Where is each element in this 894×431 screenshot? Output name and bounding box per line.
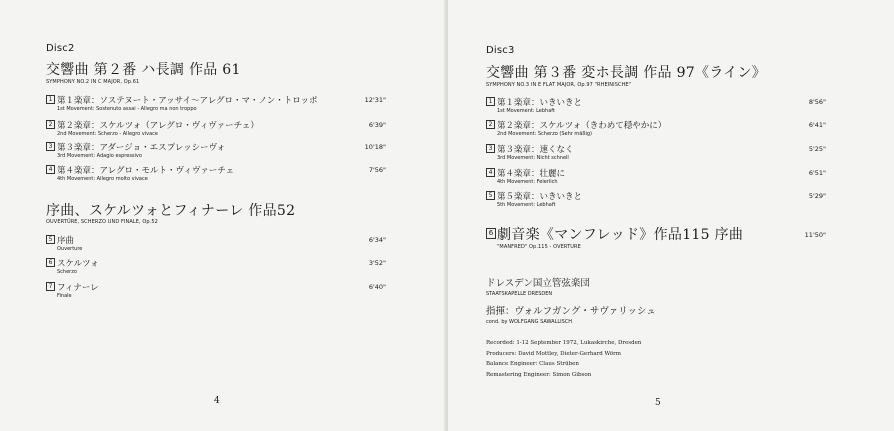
- track-title-en: 2nd Movement: Scherzo (Sehr mäßig): [497, 131, 592, 137]
- credit-line: Producers: David Mottley, Dieter-Gerhard Wörm: [486, 350, 621, 357]
- track-title-en: 1st Movement: Lebhaft: [497, 108, 555, 114]
- track-title-jp: 第３楽章：アダージョ・エスプレッシーヴォ: [57, 143, 226, 153]
- track-title-en: 3rd Movement: Nicht schnell: [497, 155, 569, 161]
- track-title-jp: 第５楽章：いきいきと: [497, 192, 583, 202]
- recording-credits: [486, 338, 641, 380]
- track-number: 2: [486, 120, 495, 129]
- track-duration: 6'51": [808, 169, 826, 177]
- orchestra-name-jp: ドレスデン国立管弦楽団: [486, 278, 590, 289]
- work-title: 序曲、スケルツォとフィナーレ 作品52: [46, 203, 296, 219]
- track-title-en: 5th Movement: Lebhaft: [497, 202, 556, 208]
- track-number: 5: [486, 191, 495, 200]
- track-title-jp: 第１楽章：いきいきと: [497, 98, 583, 108]
- track-duration: 12'31": [364, 96, 386, 104]
- track-duration: 5'25": [808, 145, 826, 153]
- work-title: 劇音楽《マンフレッド》作品115 序曲: [497, 227, 744, 243]
- track-title-jp: 第２楽章：スケルツォ（アレグロ・ヴィヴァーチェ）: [57, 121, 259, 131]
- page-number: 4: [214, 396, 220, 406]
- track-duration: 6'41": [808, 121, 826, 129]
- track-row: [486, 143, 826, 163]
- track-row: [46, 94, 386, 114]
- track-duration: 5'29": [808, 192, 826, 200]
- track-title-en: 3rd Movement: Adagio espressivo: [57, 153, 142, 159]
- track-row: [46, 257, 386, 277]
- credit-line: Balance Engineer: Claus Strüben: [486, 361, 579, 367]
- track-duration: 10'18": [364, 143, 386, 151]
- track-title-en: Ouverture: [57, 246, 83, 252]
- track-title-jp: 第２楽章：スケルツォ（きわめて穏やかに）: [497, 121, 667, 131]
- track-number: 4: [486, 168, 495, 177]
- track-number: 7: [46, 282, 55, 291]
- track-row: [486, 167, 826, 187]
- credit-line: Remastering Engineer: Simon Gibson: [486, 371, 592, 378]
- track-duration: 6'40": [368, 283, 386, 291]
- track-row: [486, 119, 826, 139]
- right-page: [448, 0, 894, 431]
- track-duration: 6'39": [368, 121, 386, 129]
- track-number: 2: [46, 120, 55, 129]
- track-duration: 8'56": [808, 98, 826, 106]
- track-duration: 3'52": [368, 259, 386, 267]
- track-title-jp: スケルツォ: [57, 259, 99, 269]
- work-subtitle: "MANFRED" Op.115 - OVERTURE: [497, 244, 581, 250]
- work-subtitle: OUVERTÜRE, SCHERZO UND FINALE, Op.52: [46, 219, 158, 225]
- track-title-jp: 第１楽章：ソステヌート・アッサイ～アレグロ・マ・ノン・トロッポ: [57, 96, 318, 106]
- track-number: 4: [46, 165, 55, 174]
- track-row: [46, 164, 386, 184]
- track-number: 1: [46, 95, 55, 104]
- page-number: 5: [655, 398, 661, 408]
- track-title-en: Scherzo: [57, 269, 77, 275]
- credit-line: Recorded: 1-12 September 1972, Lukaskirche, Dresden: [486, 340, 642, 346]
- track-number: 3: [46, 142, 55, 151]
- track-title-en: 1st Movement: Sostenuto assai - Allegro ma non troppo: [57, 106, 197, 112]
- track-title-en: Finale: [57, 293, 72, 299]
- conductor-name-en: cond. by WOLFGANG SAWALLISCH: [486, 319, 573, 325]
- track-title-jp: 第４楽章：壮麗に: [497, 169, 566, 179]
- track-row: [486, 96, 826, 116]
- track-number: 5: [46, 235, 55, 244]
- track-title-jp: 序曲: [57, 236, 75, 246]
- work-subtitle: SYMPHONY NO.3 IN E FLAT MAJOR, Op.97 "RHEINISCHE": [486, 82, 632, 88]
- track-title-jp: フィナーレ: [57, 283, 99, 293]
- track-duration: 6'34": [368, 236, 386, 244]
- work-subtitle: SYMPHONY NO.2 IN C MAJOR, Op.61: [46, 79, 140, 85]
- track-row: [46, 281, 386, 301]
- track-duration: 7'56": [368, 166, 386, 174]
- orchestra-name-en: STAATSKAPELLE DRESDEN: [486, 291, 553, 297]
- disc-label: Disc2: [46, 43, 75, 54]
- track-number: 6: [486, 228, 496, 239]
- disc-label: Disc3: [486, 45, 515, 56]
- track-number: 1: [486, 97, 495, 106]
- track-number: 3: [486, 144, 495, 153]
- track-title-en: 4th Movement: Feierlich: [497, 179, 558, 185]
- track-title-jp: 第３楽章：速くなく: [497, 145, 574, 155]
- track-row: [46, 119, 386, 139]
- track-row: [46, 234, 386, 254]
- track-title-en: 2nd Movement: Scherzo - Allegro vivace: [57, 131, 159, 137]
- left-page: [0, 0, 446, 431]
- work-title: 交響曲 第３番 変ホ長調 作品 97《ライン》: [486, 65, 767, 81]
- track-title-jp: 第４楽章：アレグロ・モルト・ヴィヴァーチェ: [57, 166, 235, 176]
- track-duration: 11'50": [804, 231, 826, 239]
- track-row: [486, 228, 826, 252]
- track-row: [486, 190, 826, 210]
- track-row: [46, 141, 386, 161]
- track-number: 6: [46, 258, 55, 267]
- conductor-name-jp: 指揮：ヴォルフガング・サヴァリッシュ: [486, 306, 656, 317]
- track-title-en: 4th Movement: Allegro molto vivace: [57, 176, 148, 182]
- work-title: 交響曲 第２番 ハ長調 作品 61: [46, 62, 241, 78]
